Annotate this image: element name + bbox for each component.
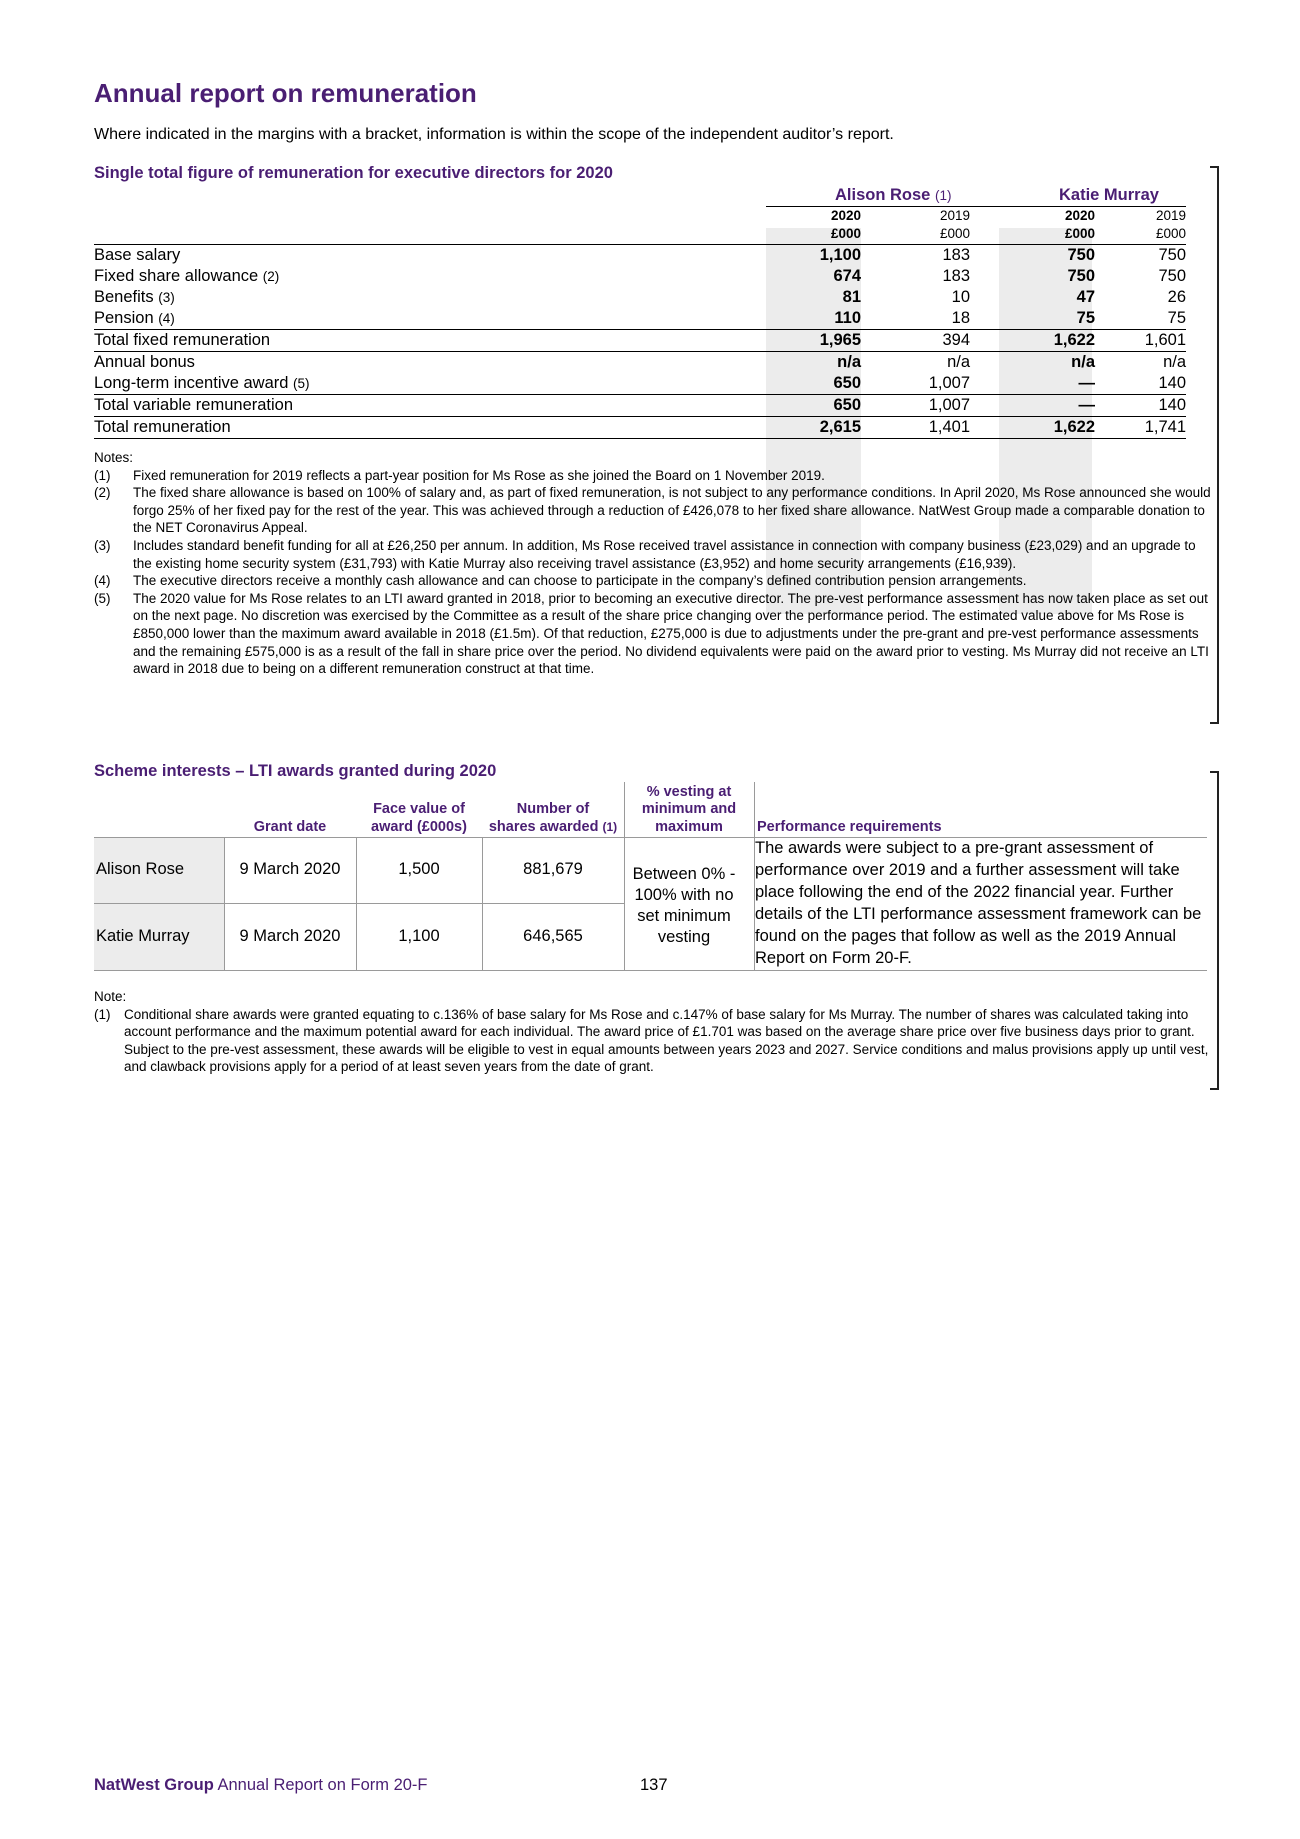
table-row-total-variable (94, 395, 1186, 416)
cell-km-2020: 750 (1067, 246, 1095, 264)
row-label: Base salary (94, 246, 181, 264)
row-label: Pension (4) (94, 309, 175, 327)
note-item: (2) The fixed share allowance is based on 100% of salary and, as part of fixed remuneration, is not subject to any performance conditions. In April 2020, Ms Rose announced she would forgo 25% of her fixed pay for the rest of the year. This was achieved through a reduction of £426,078 to her fixed share allowance. NatWest Group made a comparable donation to the NET Coronavirus Appeal. (94, 485, 1211, 536)
lti-notes (94, 988, 1214, 1076)
lti-row-name: Katie Murray (96, 927, 190, 945)
cell-ar-2020: 650 (833, 374, 861, 392)
table-row (94, 352, 1186, 373)
lti-face-value: 1,100 (398, 927, 440, 945)
col-header-shares: Number of shares awarded (1) (488, 801, 618, 835)
lti-performance-text: The awards were subject to a pre-grant assessment of performance over 2019 and a further assessment will take place following the end of the 2022 financial year. Further details of the LTI performance assessment framework can be found on the pages that follow as well as the 2019 Annual Report on Form 20-F. (755, 839, 1202, 967)
cell-ar-2020: 110 (834, 309, 861, 327)
cell-ar-2019: 1,401 (928, 418, 970, 436)
cell-ar-2019: 1,007 (928, 396, 970, 414)
cell-ar-2019: 183 (942, 246, 970, 264)
cell-km-2020: n/a (1071, 353, 1095, 371)
year-header: 2019 (939, 208, 970, 223)
notes-title: Notes: (94, 450, 134, 465)
cell-ar-2020: 674 (833, 267, 861, 285)
lti-face-value: 1,500 (398, 860, 440, 878)
cell-km-2019: 26 (1167, 288, 1186, 306)
unit-header: £000 (830, 226, 861, 241)
cell-ar-2020: 650 (833, 396, 861, 414)
note-item: (1) Fixed remuneration for 2019 reflects a part-year position for Ms Rose as she joined the Board on 1 November 2019. (94, 467, 825, 483)
row-label: Total remuneration (94, 418, 231, 436)
lti-vesting-text: Between 0% - 100% with no set minimum vesting (632, 865, 736, 946)
table-row (94, 373, 1186, 394)
director-note: (1) (934, 188, 952, 203)
page-number: 137 (640, 1776, 668, 1794)
lti-row-name: Alison Rose (96, 860, 185, 878)
lti-shares: 881,679 (523, 860, 583, 878)
cell-km-2020: 1,622 (1053, 331, 1095, 349)
unit-header: £000 (1155, 226, 1186, 241)
lti-shares: 646,565 (523, 927, 583, 945)
cell-km-2019: 750 (1158, 246, 1186, 264)
cell-km-2019: 1,741 (1144, 418, 1186, 436)
lti-grant-date: 9 March 2020 (239, 927, 341, 945)
remuneration-notes (94, 449, 1214, 678)
cell-ar-2019: n/a (947, 353, 970, 371)
cell-ar-2020: 81 (842, 288, 861, 306)
name-column-shade (94, 838, 224, 970)
cell-ar-2020: 2,615 (819, 418, 861, 436)
col-header-grant-date: Grant date (253, 818, 327, 835)
table-row-total-fixed (94, 330, 1186, 351)
year-header: 2020 (830, 208, 861, 223)
page-footer (94, 1776, 428, 1795)
cell-km-2019: 140 (1158, 374, 1186, 392)
cell-km-2020: 47 (1076, 288, 1095, 306)
note-item: (5) The 2020 value for Ms Rose relates to an LTI award granted in 2018, prior to becoming an executive director. The pre-vest performance assessment has now taken place as set out on the next page. No discretion was exercised by the Committee as a result of the share price changing over the performance period. The estimated value above for Ms Rose is £850,000 lower than the maximum award available in 2018 (£1.5m). Of that reduction, £275,000 is due to adjustments under the pre-grant and pre-vest performance assessments and the remaining £575,000 is as a result of the fall in share price over the period. No dividend equivalents were paid on the award prior to vesting. Ms Murray did not receive an LTI award in 2018 due to being on a different remuneration construct at that time. (94, 590, 1209, 677)
page-title: Annual report on remuneration (94, 78, 477, 108)
cell-ar-2019: 18 (951, 309, 970, 327)
cell-km-2019: 750 (1158, 267, 1186, 285)
lti-awards-table (94, 782, 1207, 970)
row-label: Total variable remuneration (94, 396, 294, 414)
year-header: 2019 (1155, 208, 1186, 223)
director-name: Alison Rose (835, 186, 931, 204)
row-label: Benefits (3) (94, 288, 175, 306)
director-header-katie-murray (1059, 186, 1159, 205)
cell-km-2020: 1,622 (1053, 418, 1095, 436)
section-heading-lti-awards: Scheme interests – LTI awards granted during 2020 (94, 762, 497, 780)
notes-title: Note: (94, 989, 127, 1004)
unit-header: £000 (939, 226, 970, 241)
cell-ar-2020: 1,100 (819, 246, 861, 264)
table-row-total-remuneration (94, 417, 1186, 438)
col-header-performance: Performance requirements (757, 818, 942, 835)
note-item: (3) Includes standard benefit funding for all at £26,250 per annum. In addition, Ms Rose received travel assistance in connection with company business (£23,029) and an upgrade to the existing home security system (£31,793) with Katie Murray also receiving travel assistance (£3,952) and home security arrangements (£16,939). (94, 537, 1196, 571)
col-header-face-value: Face value of award (£000s) (371, 801, 467, 835)
footer-doc: Annual Report on Form 20-F (217, 1776, 428, 1794)
footer-brand: NatWest Group (94, 1776, 214, 1794)
cell-ar-2020: 1,965 (819, 331, 861, 349)
row-label: Total fixed remuneration (94, 331, 271, 349)
cell-ar-2019: 183 (942, 267, 970, 285)
table-row (94, 308, 1186, 329)
table-row (94, 287, 1186, 308)
cell-km-2020: 750 (1067, 267, 1095, 285)
row-label: Annual bonus (94, 353, 195, 371)
cell-km-2019: 1,601 (1144, 331, 1186, 349)
col-header-vesting: % vesting at minimum and maximum (641, 783, 737, 835)
cell-ar-2019: 10 (951, 288, 970, 306)
row-label: Long-term incentive award (5) (94, 374, 310, 392)
year-header: 2020 (1064, 208, 1095, 223)
director-header-alison-rose (835, 186, 951, 205)
cell-km-2020: 75 (1076, 309, 1095, 327)
cell-km-2019: n/a (1163, 353, 1186, 371)
cell-ar-2020: n/a (837, 353, 861, 371)
note-item: (4) The executive directors receive a monthly cash allowance and can choose to participate in the company’s defined contribution pension arrangements. (94, 573, 1027, 589)
director-name: Katie Murray (1059, 186, 1159, 204)
cell-km-2019: 140 (1158, 396, 1186, 414)
lti-grant-date: 9 March 2020 (239, 860, 341, 878)
note-item: (1) Conditional share awards were granted equating to c.136% of base salary for Ms Rose and c.147% of base salary for Ms Murray. The number of shares was calculated taking into account performance and the maximum potential award for each individual. The award price of £1.701 was based on the average share price over five business days prior to grant. Subject to the pre-vest assessment, these awards will be eligible to vest in equal amounts between years 2023 and 2027. Service conditions and malus provisions apply up until vest, and clawback provisions apply for a period of at least seven years from the date of grant. (94, 1006, 1209, 1075)
cell-ar-2019: 1,007 (928, 374, 970, 392)
cell-km-2020: — (1078, 374, 1095, 392)
row-label: Fixed share allowance (2) (94, 267, 280, 285)
lti-header-row (94, 782, 1207, 836)
intro-text: Where indicated in the margins with a bracket, information is within the scope of the independent auditor’s report. (94, 126, 894, 143)
table-row (94, 266, 1186, 287)
section-heading-single-total: Single total figure of remuneration for executive directors for 2020 (94, 164, 613, 182)
unit-header: £000 (1064, 226, 1095, 241)
cell-km-2020: — (1078, 396, 1095, 414)
table-row (94, 245, 1186, 266)
cell-ar-2019: 394 (942, 331, 970, 349)
cell-km-2019: 75 (1167, 309, 1186, 327)
